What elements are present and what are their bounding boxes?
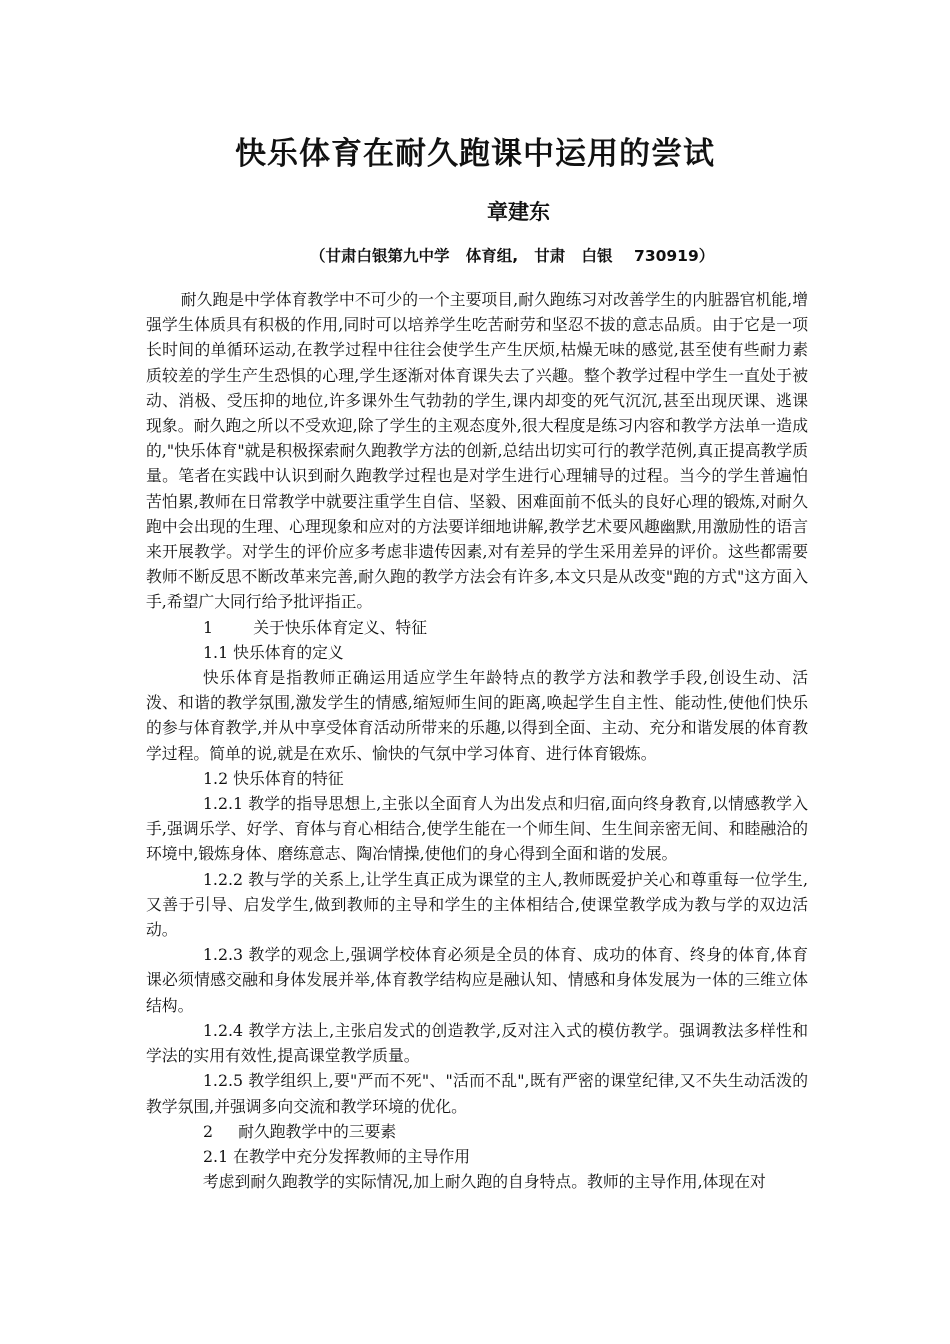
body-paragraph: 1.2.4 教学方法上,主张启发式的创造教学,反对注入式的模仿教学。强调教法多样性和学法的实用有效性,提高课堂教学质量。 xyxy=(146,1020,808,1066)
body-paragraph: 快乐体育是指教师正确运用适应学生年龄特点的教学方法和教学手段,创设生动、活泼、和谐的教学氛围,激发学生的情感,缩短师生间的距离,唤起学生自主性、能动性,使他们快乐的参与体育教学,并从中享受体育活动所带来的乐趣,以得到全面、主动、充分和谐发展的体育教学过程。简单的说,就是在欢乐、愉快的气氛中学习体育、进行体育锻炼。 xyxy=(146,668,808,763)
body-paragraph: 1.2.3 教学的观念上,强调学校体育必须是全员的体育、成功的体育、终身的体育,体育课必须情感交融和身体发展并举,体育教学结构应是融认知、情感和身体发展为一体的三维立体结构。 xyxy=(146,945,808,1015)
body-paragraph: 1.2.2 教与学的关系上,让学生真正成为课堂的主人,教师既爱护关心和尊重每一位学生,又善于引导、启发学生,做到教师的主导和学生的主体相结合,使课堂教学成为教与学的双边活动。 xyxy=(146,869,808,940)
document-title: 快乐体育在耐久跑课中运用的尝试 xyxy=(235,136,715,172)
body-paragraph: 1.2.1 教学的指导思想上,主张以全面育人为出发点和归宿,面向终身教育,以情感教学入手,强调乐学、好学、育体与育心相结合,使学生能在一个师生间、生生间亲密无间、和睦融洽的环境中,锻炼身体、磨练意志、陶冶情操,使他们的身心得到全面和谐的发展。 xyxy=(146,794,808,864)
subsection-heading-2-1: 2.1 在教学中充分发挥教师的主导作用 xyxy=(203,1146,471,1166)
body-paragraph: 1.2.5 教学组织上,要"严而不死"、"活而不乱",既有严密的课堂纪律,又不失生动活泼的教学氛围,并强调多向交流和教学环境的优化。 xyxy=(146,1071,808,1116)
subsection-heading-1-1: 1.1 快乐体育的定义 xyxy=(203,642,344,662)
author-name: 章建东 xyxy=(487,200,550,224)
author-affiliation: （甘肃白银第九中学 体育组, 甘肃 白银 730919） xyxy=(310,247,715,265)
document-body xyxy=(146,287,808,1194)
section-heading-1: 1 关于快乐体育定义、特征 xyxy=(203,617,427,637)
section-heading-2: 2 耐久跑教学中的三要素 xyxy=(203,1121,397,1141)
intro-paragraph: 耐久跑是中学体育教学中不可少的一个主要项目,耐久跑练习对改善学生的内脏器官机能,增强学生体质具有积极的作用,同时可以培养学生吃苦耐劳和坚忍不拔的意志品质。由于它是一项长时间的单循环运动,在教学过程中往往会使学生产生厌烦,枯燥无味的感觉,甚至使有些耐力素质较差的学生产生恐惧的心理,学生逐渐对体育课失去了兴趣。整个教学过程中学生一直处于被动、消极、受压抑的地位,许多课外生气勃勃的学生,课内却变的死气沉沉,甚至出现厌课、逃课现象。耐久跑之所以不受欢迎,除了学生的主观态度外,很大程度是练习内容和教学方法单一造成的,"快乐体育"就是积极探索耐久跑教学方法的创新,总结出切实可行的教学范例,真正提高教学质量。笔者在实践中认识到耐久跑教学过程也是对学生进行心理辅导的过程。当今的学生普遍怕苦怕累,教师在日常教学中就要注重学生自信、坚毅、困难面前不低头的良好心理的锻炼,对耐久跑中会出现的生理、心理现象和应对的方法要详细地讲解,教学艺术要风趣幽默,用激励性的语言来开展教学。对学生的评价应多考虑非遗传因素,对有差异的学生采用差异的评价。这些都需要教师不断反思不断改革来完善,耐久跑的教学方法会有许多,本文只是从改变"跑的方式"这方面入手,希望广大同行给予批评指正。 xyxy=(146,290,808,612)
body-paragraph: 考虑到耐久跑教学的实际情况,加上耐久跑的自身特点。教师的主导作用,体现在对 xyxy=(202,1172,766,1192)
subsection-heading-1-2: 1.2 快乐体育的特征 xyxy=(203,768,344,788)
